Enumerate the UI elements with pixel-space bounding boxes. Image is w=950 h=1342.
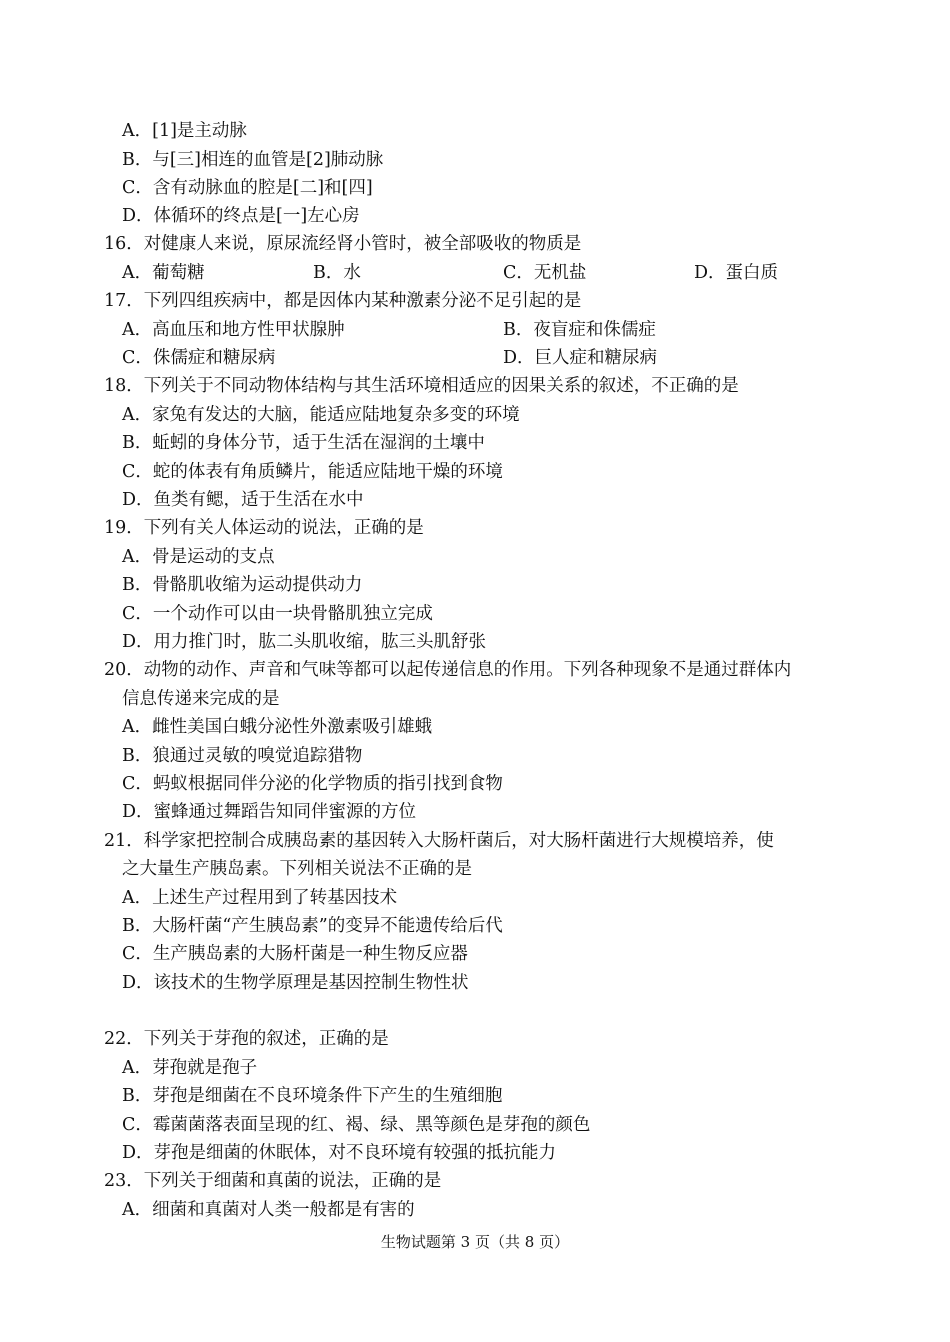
option-17a: A．高血压和地方性甲状腺肿 [122,320,345,340]
option-17d: D．巨人症和糖尿病 [503,348,658,368]
option-20c: C．蚂蚁根据同伴分泌的化学物质的指引找到食物 [122,774,503,794]
option-15a: A．[1]是主动脉 [122,121,247,141]
question-21-continued: 之大量生产胰岛素。下列相关说法不正确的是 [122,859,472,879]
option-17c: C．侏儒症和糖尿病 [122,348,276,368]
question-17: 17．下列四组疾病中，都是因体内某种激素分泌不足引起的是 [104,291,582,311]
option-22b: B．芽孢是细菌在不良环境条件下产生的生殖细胞 [122,1086,503,1106]
option-16b: B．水 [313,263,361,283]
option-18b: B．蚯蚓的身体分节，适于生活在湿润的土壤中 [122,433,485,453]
option-15d: D．体循环的终点是[一]左心房 [122,206,360,226]
option-18d: D．鱼类有鳃，适于生活在水中 [122,490,364,510]
page-footer: 生物试题第 3 页（共 8 页） [380,1233,570,1251]
option-15b: B．与[三]相连的血管是[2]肺动脉 [122,150,384,170]
option-22a: A．芽孢就是孢子 [122,1058,258,1078]
option-20d: D．蜜蜂通过舞蹈告知同伴蜜源的方位 [122,802,417,822]
option-20a: A．雌性美国白蛾分泌性外激素吸引雄蛾 [122,717,433,737]
question-21: 21．科学家把控制合成胰岛素的基因转入大肠杆菌后，对大肠杆菌进行大规模培养，使 [104,831,774,851]
option-19b: B．骨骼肌收缩为运动提供动力 [122,575,363,595]
option-21d: D．该技术的生物学原理是基因控制生物性状 [122,973,469,993]
option-17b: B．夜盲症和侏儒症 [503,320,656,340]
question-20: 20．动物的动作、声音和气味等都可以起传递信息的作用。下列各种现象不是通过群体内 [104,660,792,680]
question-23: 23．下列关于细菌和真菌的说法，正确的是 [104,1171,442,1191]
option-19a: A．骨是运动的支点 [122,547,275,567]
option-20b: B．狼通过灵敏的嗅觉追踪猎物 [122,746,363,766]
option-23a: A．细菌和真菌对人类一般都是有害的 [122,1200,415,1220]
option-15c: C．含有动脉血的腔是[二]和[四] [122,178,373,198]
option-18c: C．蛇的体表有角质鳞片，能适应陆地干燥的环境 [122,462,503,482]
option-18a: A．家兔有发达的大脑，能适应陆地复杂多变的环境 [122,405,520,425]
question-20-continued: 信息传递来完成的是 [122,689,280,709]
question-22: 22．下列关于芽孢的叙述，正确的是 [104,1029,389,1049]
option-19c: C．一个动作可以由一块骨骼肌独立完成 [122,604,433,624]
option-21b: B．大肠杆菌“产生胰岛素”的变异不能遗传给后代 [122,916,503,936]
question-18: 18．下列关于不同动物体结构与其生活环境相适应的因果关系的叙述，不正确的是 [104,376,739,396]
option-21c: C．生产胰岛素的大肠杆菌是一种生物反应器 [122,944,468,964]
option-16c: C．无机盐 [503,263,587,283]
option-16a: A．葡萄糖 [122,263,205,283]
option-21a: A．上述生产过程用到了转基因技术 [122,888,398,908]
option-19d: D．用力推门时，肱二头肌收缩，肱三头肌舒张 [122,632,487,652]
option-22c: C．霉菌菌落表面呈现的红、褐、绿、黑等颜色是芽孢的颜色 [122,1115,591,1135]
option-22d: D．芽孢是细菌的休眠体，对不良环境有较强的抵抗能力 [122,1143,557,1163]
question-19: 19．下列有关人体运动的说法，正确的是 [104,518,424,538]
option-16d: D．蛋白质 [694,263,779,283]
question-16: 16．对健康人来说，原尿流经肾小管时，被全部吸收的物质是 [104,234,582,254]
